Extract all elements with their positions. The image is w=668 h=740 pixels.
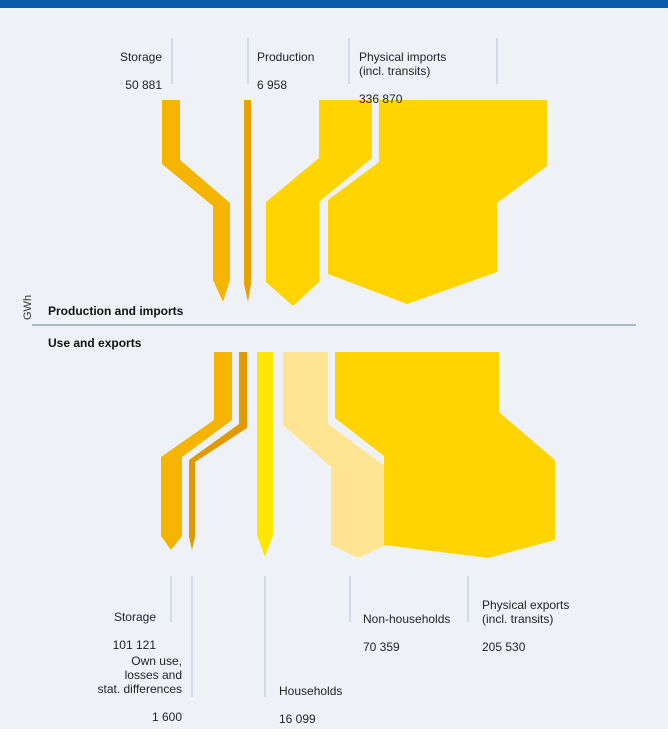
section-title-bottom: Use and exports [48,336,142,350]
outflow-name-non-households: Non-households [363,612,451,626]
flow-production-in [244,100,251,302]
outflow-value-households: 16 099 [279,712,316,726]
outflow-name-exports: Physical exports (incl. transits) [482,598,570,626]
outflow-name-own-use: Own use, losses and stat. differences [97,654,182,696]
outflow-label-non-households [363,598,467,668]
outflow-value-storage: 101 121 [112,638,156,652]
inflow-value-imports: 336 870 [359,92,403,106]
outflow-value-exports: 205 530 [482,640,526,654]
outflow-value-own-use: 1 600 [151,710,182,724]
flow-storage-out [161,352,232,550]
flow-storage-in [162,100,230,302]
inflow-name-imports: Physical imports (incl. transits) [359,50,447,78]
inflow-name-production: Production [257,50,315,64]
inflow-value-production: 6 958 [257,78,288,92]
section-title-top: Production and imports [48,304,184,318]
outflow-name-households: Households [279,684,343,698]
unit-label: GWh [22,294,34,320]
outflow-label-households [279,670,369,740]
inflow-value-storage: 50 881 [125,78,162,92]
outflow-value-non-households: 70 359 [363,640,400,654]
inflow-label-production [257,36,347,106]
outflow-name-storage: Storage [113,610,156,624]
outflow-label-exports [482,584,612,668]
inflow-label-storage [100,36,162,106]
flow-households-out [257,352,273,557]
outflow-label-own-use [80,640,182,738]
inflow-name-storage: Storage [119,50,162,64]
inflow-label-imports [359,36,489,120]
